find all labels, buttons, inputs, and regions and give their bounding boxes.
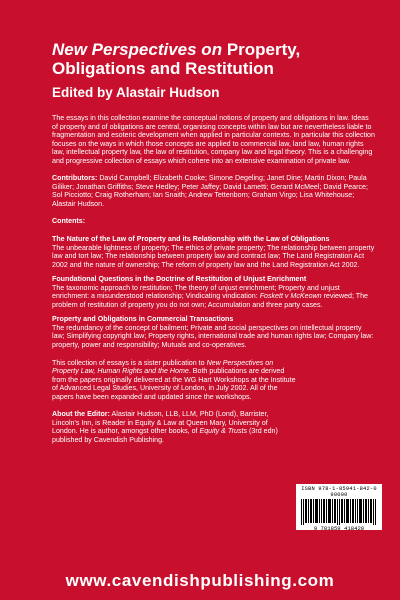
- sister-text: This collection of essays is a sister publication to: [52, 358, 207, 367]
- book-reference: Equity & Trusts: [199, 427, 248, 436]
- barcode-digits: 9 781859 418420: [313, 525, 365, 532]
- sister-text: . Both publications are derived from the papers originally delivered at the WG Hart Workshops at the Institute of Advanced Legal Studies, University of London, in July 2002. All of the papers have been expanded and updated since the workshops.: [52, 367, 296, 401]
- title-block: [52, 40, 372, 100]
- case-name: Foskett v McKeown: [259, 292, 322, 301]
- barcode: [296, 484, 382, 530]
- about-label: About the Editor:: [52, 410, 110, 419]
- sister-title: New Perspectives on Property Law, Human Rights and the Home: [52, 358, 274, 376]
- intro-paragraph: The essays in this collection examine the conceptual notions of property and obligations in law. Ideas of property and of obligations are central, organising concepts within law but are nevertheless liable to fragmentation and esoteric development when applied in particular contexts. In particular this collection focuses on the ways in which those concepts are applied to commercial law, land law, human rights law, intellectual property law, the law of restitution, company law and legal theory. This is a challenging and progressive collection of essays which cohere into an extensive examination of private law.: [52, 114, 375, 165]
- section-heading: The Nature of the Law of Property and its Relationship with the Law of Obligations: [52, 235, 330, 244]
- section-heading: Property and Obligations in Commercial Transactions: [52, 315, 234, 324]
- section-heading: Foundational Questions in the Doctrine of Restitution of Unjust Enrichment: [52, 275, 307, 284]
- isbn-number: ISBN 978-1-85941-842-0: [301, 486, 377, 492]
- section-body: The unbearable lightness of property; The ethics of private property; The relationship between property law and tort law; The relationship between property law and contract law; The Land Registration Act 2002 and the nature of ownership; The reform of property law and the Land Registration Act 2002.: [52, 243, 375, 269]
- section-body-part: reviewed; The problem of restitution of property you do not own; Accumulation and three party cases.: [52, 292, 368, 309]
- title-italic: New Perspectives on: [52, 40, 223, 59]
- title-part-1: Property,: [226, 40, 301, 59]
- contributors-list: David Campbell; Elizabeth Cooke; Simone Degeling; Janet Dine; Martin Dixon; Paula Giliker; Jonathan Griffiths; Steve Hedley; Peter Jaffey; David Lametti; Gerard McMeel; David Pearce; Sol Picciotto; Craig Rotherham; Ian Snaith; Andrew Tettenborn; Graham Virgo; Lisa Whitehouse; Alastair Hudson.: [52, 174, 368, 208]
- publisher-website[interactable]: www.cavendishpublishing.com: [65, 571, 335, 590]
- contributors-label: Contributors:: [52, 174, 98, 183]
- about-text: Alastair Hudson, LLB, LLM, PhD (Lond), Barrister, Lincoln's Inn, is Reader in Equity & Law at Queen Mary, University of London. He is author, amongst other books, of: [52, 410, 269, 436]
- contents-label: Contents:: [52, 217, 86, 226]
- price-code: 90000: [330, 492, 348, 498]
- blurb-content: [52, 114, 376, 445]
- section-body: The redundancy of the concept of bailment; Private and social perspectives on intellectual property law; Simplifying copyright law; Property rights, international trade and human rights law; Company law: property, power and responsibility; Mutuals and co-operatives.: [52, 323, 374, 350]
- section-body: [52, 284, 376, 310]
- contributors-paragraph: [52, 174, 376, 208]
- barcode-bars: [300, 499, 378, 525]
- about-editor-paragraph: [52, 410, 290, 444]
- book-title: [52, 40, 372, 78]
- section-body-part: The taxonomic approach to restitution; The theory of unjust enrichment; Property and unjust enrichment: a misunderstood relationship; Vindicating vindication:: [52, 283, 340, 301]
- about-text: (3rd edn) published by Cavendish Publishing.: [52, 427, 278, 444]
- title-part-2: Obligations and Restitution: [52, 59, 274, 78]
- editor-line: Edited by Alastair Hudson: [52, 85, 220, 100]
- sister-publication-paragraph: [52, 359, 300, 402]
